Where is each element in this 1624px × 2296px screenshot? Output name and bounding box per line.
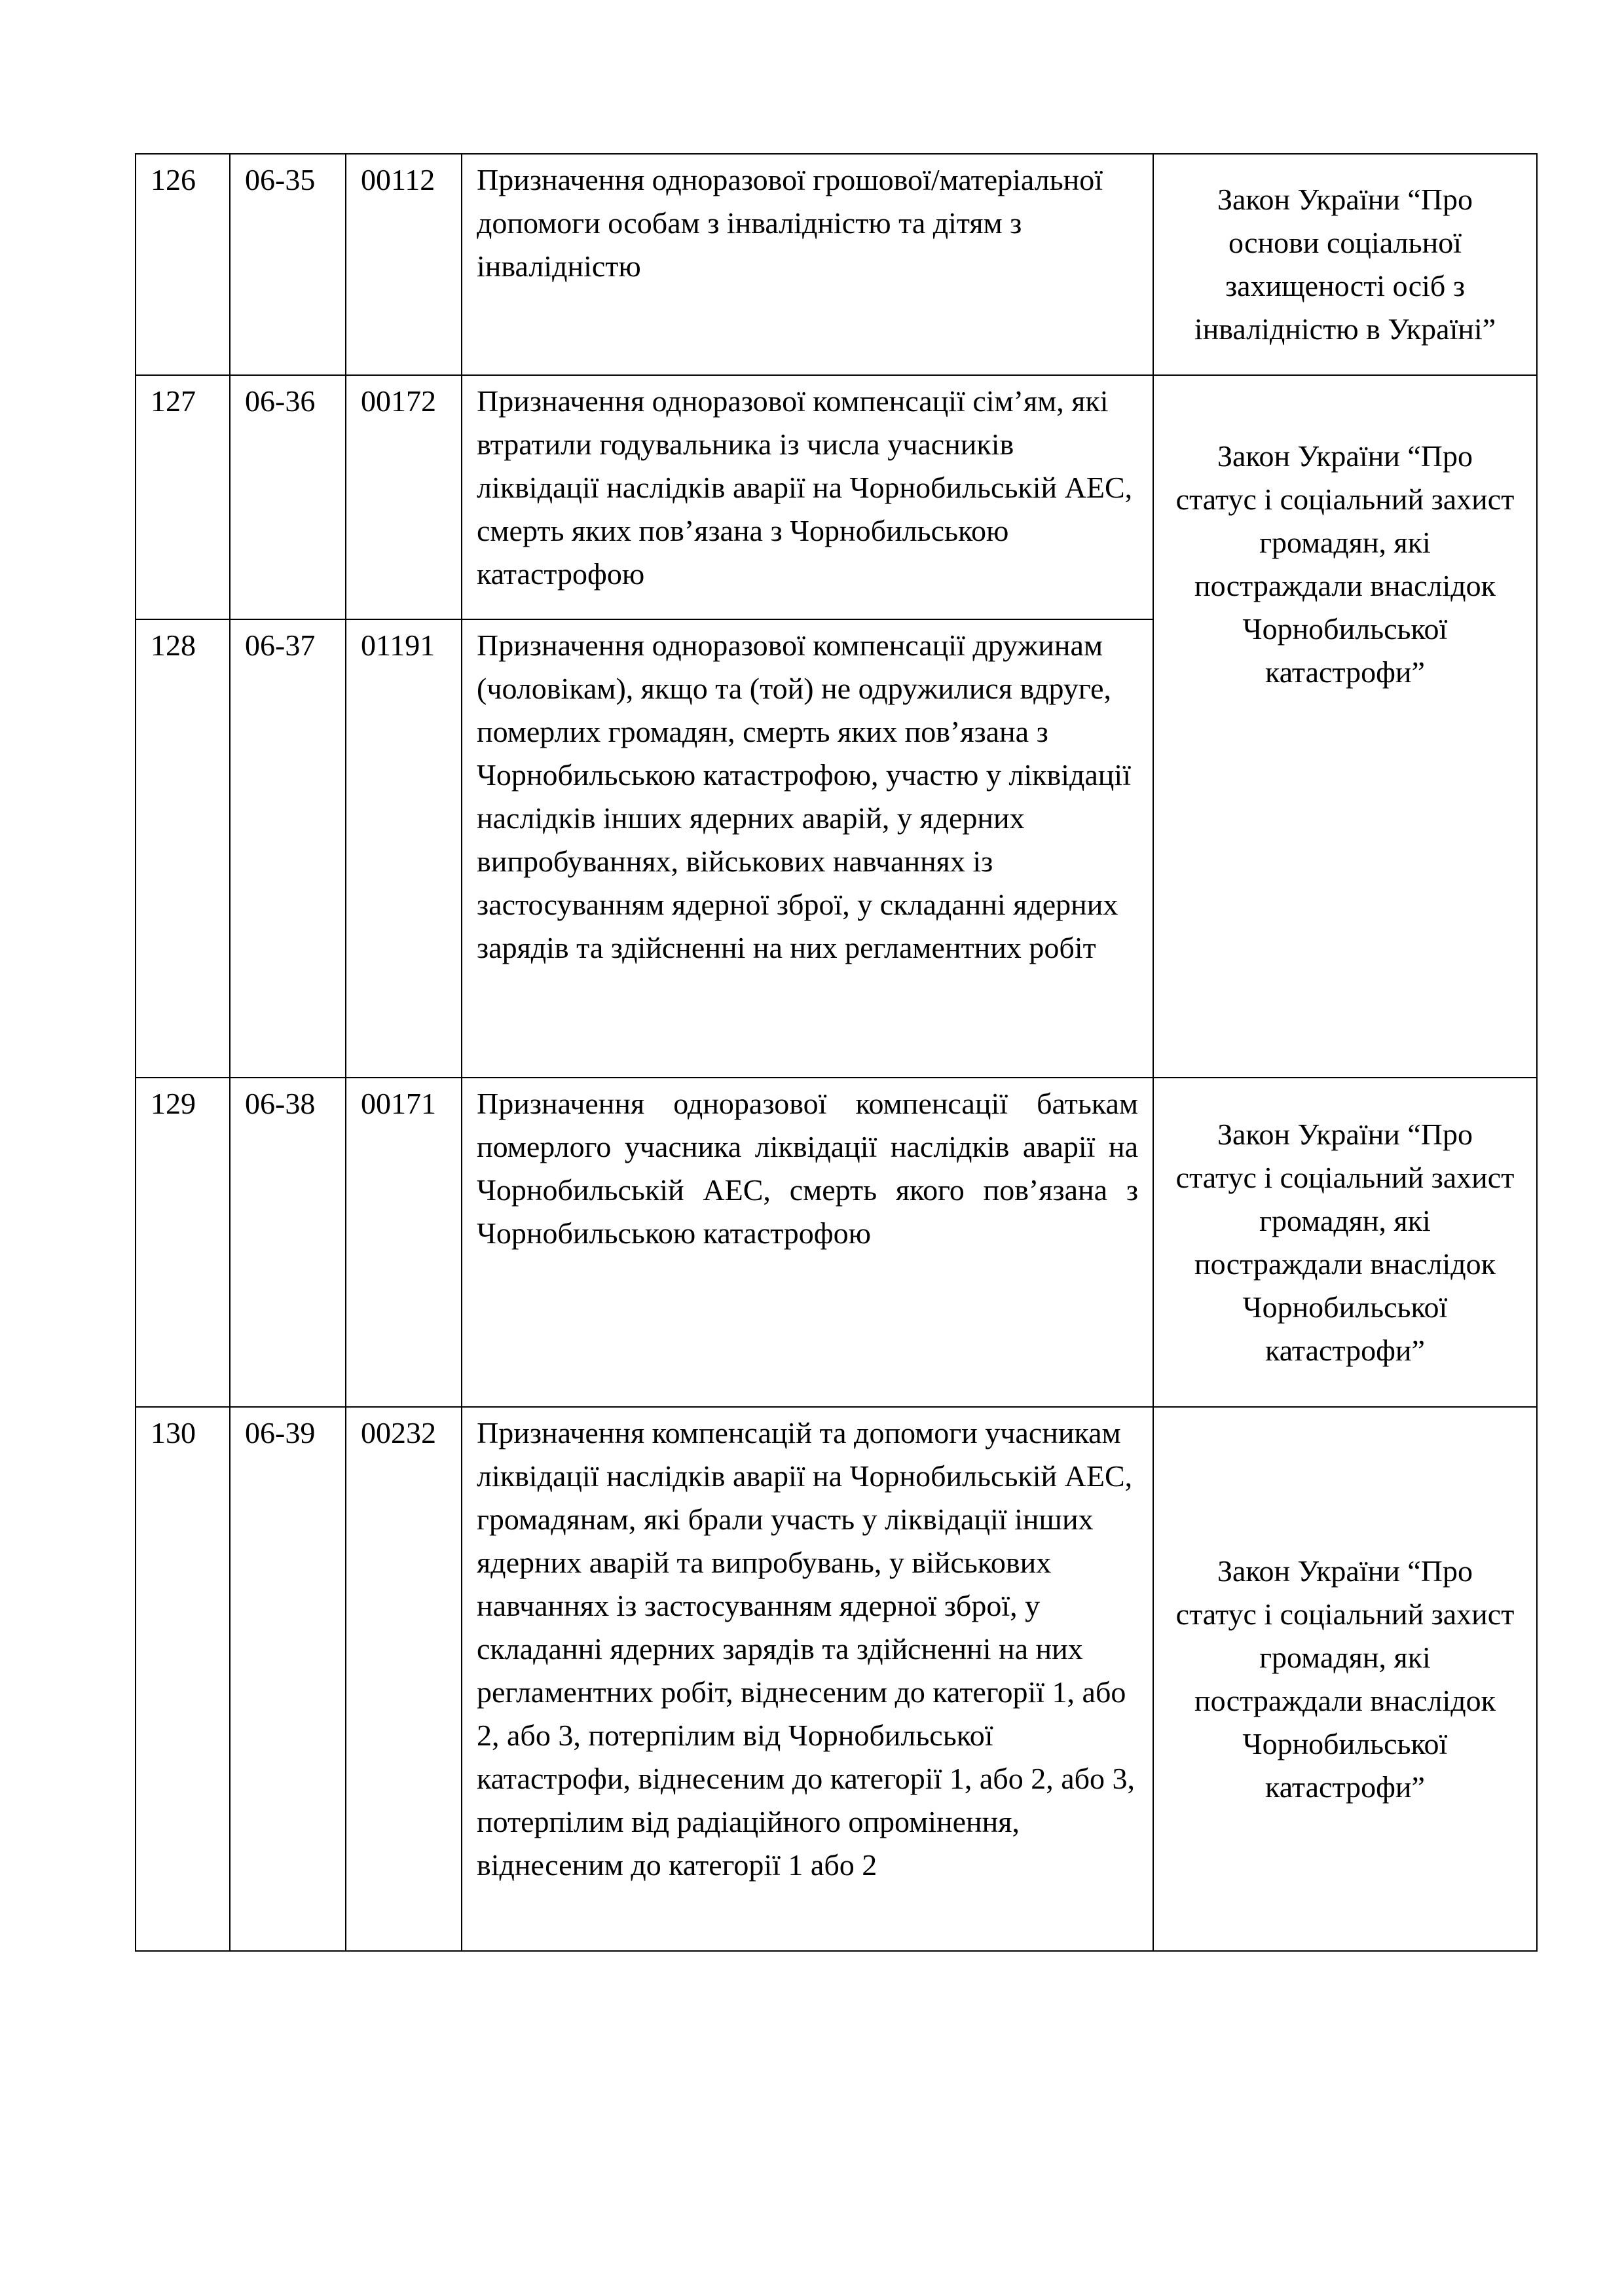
service-id: 00172 [346, 375, 462, 619]
row-number: 127 [136, 375, 230, 619]
service-name: Призначення одноразової компенсації батькам померлого учасника ліквідації наслідків аварії на Чорнобильській АЕС, смерть якого пов’язана з Чорнобильською катастрофою [462, 1078, 1153, 1407]
service-id: 00232 [346, 1407, 462, 1951]
service-code: 06-36 [230, 375, 346, 619]
service-id: 01191 [346, 619, 462, 1078]
table-row [136, 1078, 1537, 1407]
table-row [136, 375, 1537, 619]
table-row [136, 1407, 1537, 1951]
service-name: Призначення одноразової компенсації сім’ям, які втратили годувальника із числа учасників ліквідації наслідків аварії на Чорнобильській АЕС, смерть яких пов’язана з Чорнобильською катастрофою [462, 375, 1153, 619]
service-name: Призначення одноразової грошової/матеріальної допомоги особам з інвалідністю та дітям з інвалідністю [462, 154, 1153, 375]
service-name: Призначення компенсацій та допомоги учасникам ліквідації наслідків аварії на Чорнобильській АЕС, громадянам, які брали участь у ліквідації інших ядерних аварій та випробувань, у військових навчаннях із застосуванням ядерної зброї, у складанні ядерних зарядів та здійсненні на них регламентних робіт, віднесеним до категорії 1, або 2, або 3, потерпілим від Чорнобильської катастрофи, віднесеним до категорії 1, або 2, або 3, потерпілим від радіаційного опромінення, віднесеним до категорії 1 або 2 [462, 1407, 1153, 1951]
table-row [136, 154, 1537, 375]
legal-basis: Закон України “Про основи соціальної захищеності осіб з інвалідністю в Україні” [1153, 154, 1537, 375]
row-number: 129 [136, 1078, 230, 1407]
service-id: 00171 [346, 1078, 462, 1407]
service-code: 06-38 [230, 1078, 346, 1407]
row-number: 126 [136, 154, 230, 375]
services-table [135, 153, 1538, 1952]
legal-basis: Закон України “Про статус і соціальний захист громадян, які постраждали внаслідок Чорнобильської катастрофи” [1153, 375, 1537, 1078]
service-code: 06-37 [230, 619, 346, 1078]
legal-basis: Закон України “Про статус і соціальний захист громадян, які постраждали внаслідок Чорнобильської катастрофи” [1153, 1078, 1537, 1407]
service-id: 00112 [346, 154, 462, 375]
service-code: 06-39 [230, 1407, 346, 1951]
service-code: 06-35 [230, 154, 346, 375]
row-number: 130 [136, 1407, 230, 1951]
legal-basis: Закон України “Про статус і соціальний захист громадян, які постраждали внаслідок Чорнобильської катастрофи” [1153, 1407, 1537, 1951]
row-number: 128 [136, 619, 230, 1078]
service-name: Призначення одноразової компенсації дружинам (чоловікам), якщо та (той) не одружилися вдруге, померлих громадян, смерть яких пов’язана з Чорнобильською катастрофою, участю у ліквідації наслідків інших ядерних аварій, у ядерних випробуваннях, військових навчаннях із застосуванням ядерної зброї, у складанні ядерних зарядів та здійсненні на них регламентних робіт [462, 619, 1153, 1078]
